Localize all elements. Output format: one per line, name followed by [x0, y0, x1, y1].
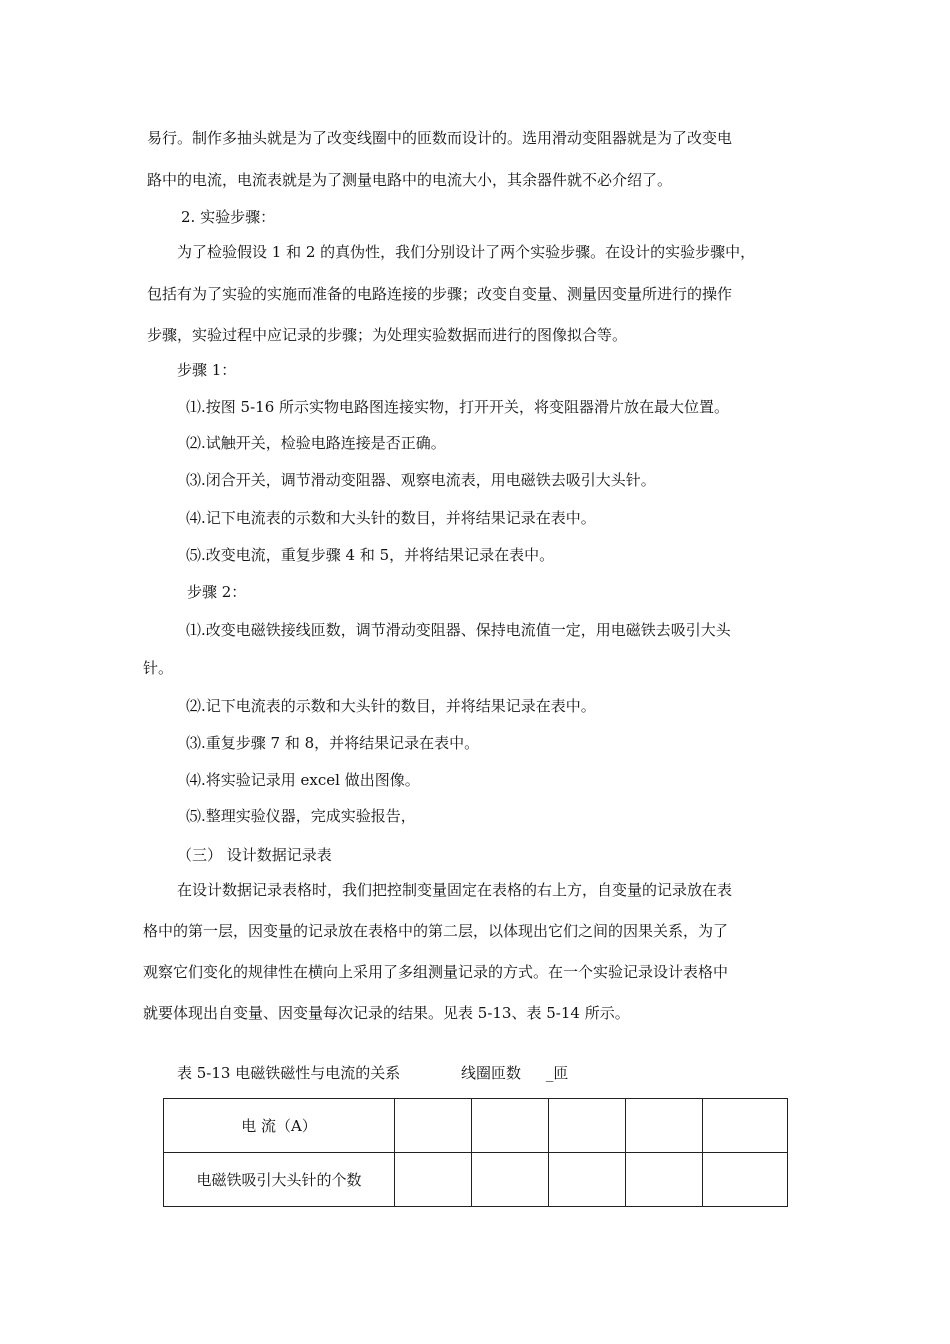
section-heading: （三） 设计数据记录表 — [177, 846, 332, 864]
table-cell — [626, 1099, 703, 1153]
paragraph-line: 在设计数据记录表格时，我们把控制变量固定在表格的右上方，自变量的记录放在表 — [177, 881, 733, 899]
control-variable-unit: _匝 — [545, 1064, 569, 1082]
step-heading: 步骤 2： — [187, 583, 247, 601]
paragraph-line: 易行。制作多抽头就是为了改变线圈中的匝数而设计的。选用滑动变阻器就是为了改变电 — [147, 129, 733, 147]
step-item: ⑴.改变电磁铁接线匝数，调节滑动变阻器、保持电流值一定，用电磁铁去吸引大头 — [186, 621, 731, 639]
step-item: ⑴.按图 5-16 所示实物电路图连接实物，打开开关，将变阻器滑片放在最大位置。 — [186, 398, 730, 416]
table-title: 表 5-13 电磁铁磁性与电流的关系 — [177, 1064, 401, 1082]
table-cell — [626, 1153, 703, 1207]
section-heading: 2. 实验步骤： — [181, 208, 276, 226]
pin-count-row-label: 电磁铁吸引大头针的个数 — [164, 1153, 395, 1207]
table-cell — [549, 1099, 626, 1153]
data-record-table — [163, 1098, 788, 1207]
step-item-continuation: 针。 — [143, 659, 174, 677]
paragraph-line: 观察它们变化的规律性在横向上采用了多组测量记录的方式。在一个实验记录设计表格中 — [143, 963, 729, 981]
table-cell — [703, 1153, 788, 1207]
current-row-label: 电 流（A） — [164, 1099, 395, 1153]
table-cell — [472, 1099, 549, 1153]
step-item: ⑵.试触开关，检验电路连接是否正确。 — [186, 434, 446, 452]
step-item: ⑸.整理实验仪器，完成实验报告， — [186, 807, 416, 825]
table-cell — [703, 1099, 788, 1153]
paragraph-line: 路中的电流，电流表就是为了测量电路中的电流大小，其余器件就不必介绍了。 — [147, 171, 673, 189]
table-cell — [472, 1153, 549, 1207]
table-caption — [177, 1063, 568, 1083]
step-item: ⑶.闭合开关，调节滑动变阻器、观察电流表，用电磁铁去吸引大头针。 — [186, 471, 656, 489]
table-cell — [395, 1099, 472, 1153]
step-item: ⑷.将实验记录用 excel 做出图像。 — [186, 771, 420, 789]
step-item: ⑸.改变电流，重复步骤 4 和 5，并将结果记录在表中。 — [186, 546, 555, 564]
paragraph-line: 就要体现出自变量、因变量每次记录的结果。见表 5-13、表 5-14 所示。 — [143, 1004, 630, 1022]
table-row — [164, 1099, 788, 1153]
table-cell — [395, 1153, 472, 1207]
table-cell — [549, 1153, 626, 1207]
step-item: ⑷.记下电流表的示数和大头针的数目，并将结果记录在表中。 — [186, 509, 596, 527]
table-row — [164, 1153, 788, 1207]
step-heading: 步骤 1： — [177, 361, 237, 379]
paragraph-line: 包括有为了实验的实施而准备的电路连接的步骤；改变自变量、测量因变量所进行的操作 — [147, 285, 733, 303]
paragraph-line: 为了检验假设 1 和 2 的真伪性，我们分别设计了两个实验步骤。在设计的实验步骤中， — [177, 243, 756, 261]
control-variable-label: 线圈匝数 — [461, 1064, 522, 1082]
paragraph-line: 步骤，实验过程中应记录的步骤；为处理实验数据而进行的图像拟合等。 — [147, 326, 628, 344]
step-item: ⑵.记下电流表的示数和大头针的数目，并将结果记录在表中。 — [186, 697, 596, 715]
step-item: ⑶.重复步骤 7 和 8，并将结果记录在表中。 — [186, 734, 480, 752]
paragraph-line: 格中的第一层，因变量的记录放在表格中的第二层，以体现出它们之间的因果关系，为了 — [143, 922, 729, 940]
